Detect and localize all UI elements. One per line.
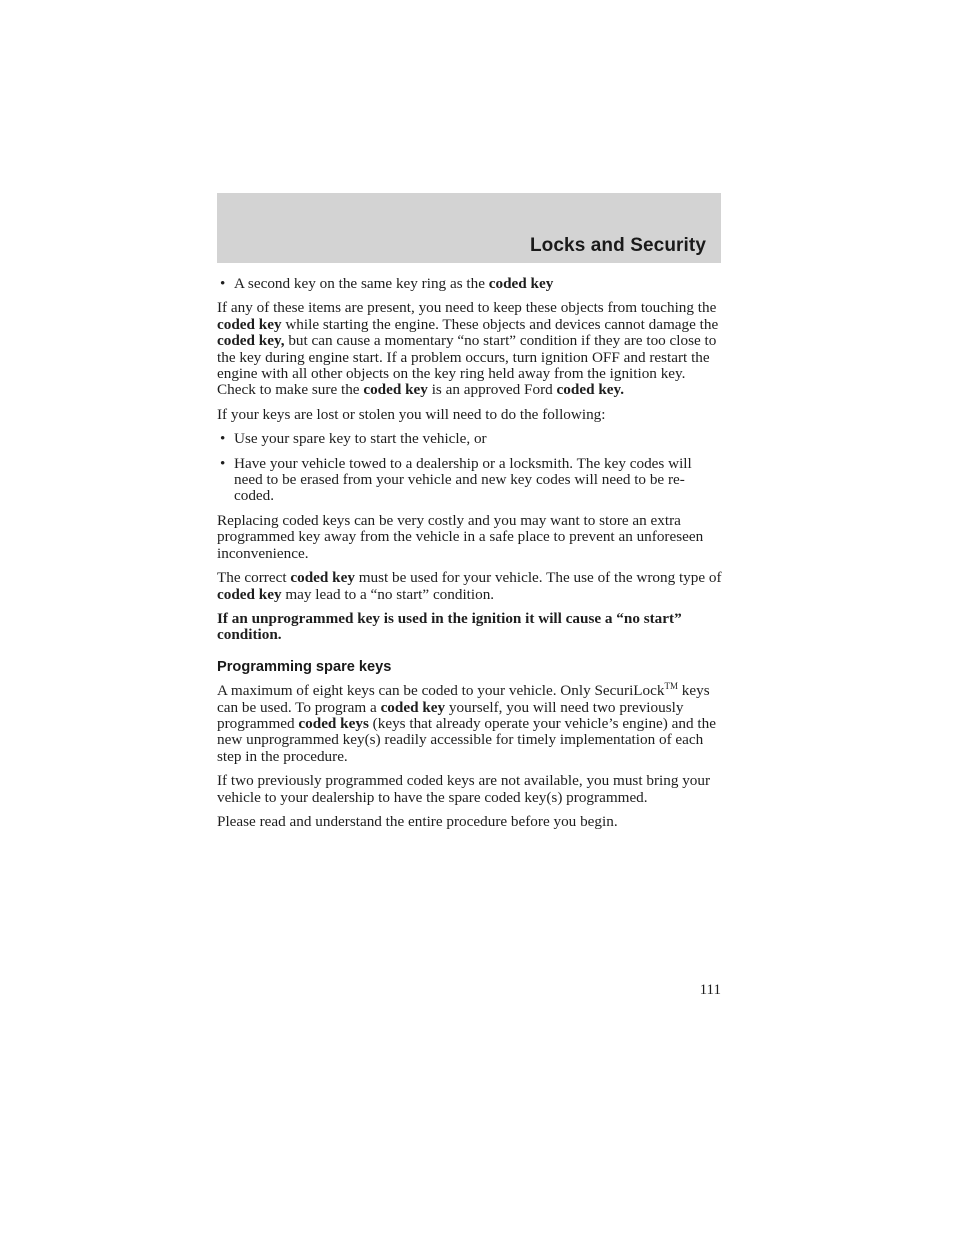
paragraph-dealership: If two previously programmed coded keys are not available, you must bring your vehicle to your dealership to have the spare coded key(s) programmed. [217, 772, 711, 806]
bullet-icon: • [220, 430, 226, 448]
page-number: 111 [699, 982, 721, 998]
paragraph-lost-keys: If your keys are lost or stolen you will need to do the following: [217, 405, 606, 423]
paragraph-interference: If any of these items are present, you need to keep these objects from touching the coded key while starting the engine. These objects and devices cannot damage the coded key, but can cause a momentary “no start” condition if they are too close to the key during engine start. If a problem occurs, turn ignition OFF and restart the engine with all other objects on the key ring held away from the ignition key. Check to make sure the coded key is an approved Ford coded key. [217, 299, 719, 399]
warning-text: If an unprogrammed key is used in the ignition it will cause a “no start” condition. [217, 609, 682, 644]
paragraph-read-procedure: Please read and understand the entire procedure before you begin. [217, 812, 618, 830]
list-item: • Have your vehicle towed to a dealership or a locksmith. The key codes will need to be erased from your vehicle and new key codes will need to be re-coded. [220, 454, 692, 505]
page-content [217, 276, 723, 838]
subheading-programming-spare-keys: Programming spare keys [217, 658, 392, 675]
section-header-band [217, 193, 721, 263]
bullet-icon: • [220, 275, 226, 292]
section-title: Locks and Security [529, 235, 706, 256]
list-item: • Use your spare key to start the vehicle, or [220, 430, 487, 448]
bullet-icon: • [220, 454, 226, 472]
bullet-list-lost-keys [217, 431, 723, 505]
list-item: • A second key on the same key ring as the coded key [220, 275, 554, 292]
trademark-mark: TM [664, 681, 678, 692]
paragraph-correct-key: The correct coded key must be used for your vehicle. The use of the wrong type of coded key may lead to a “no start” condition. [217, 569, 722, 603]
paragraph-max-keys: A maximum of eight keys can be coded to your vehicle. Only SecuriLock™ keys can be used. To program a coded key yourself, you will need two previously programmed coded keys (keys that already operate your vehicle’s engine) and the new unprogrammed key(s) readily accessible for timely implementation of each step in the procedure. [217, 681, 716, 765]
bullet-list-top [217, 276, 723, 292]
paragraph-replacing-keys: Replacing coded keys can be very costly and you may want to store an extra programmed key away from the vehicle in a safe place to prevent an unforeseen inconvenience. [217, 511, 704, 562]
